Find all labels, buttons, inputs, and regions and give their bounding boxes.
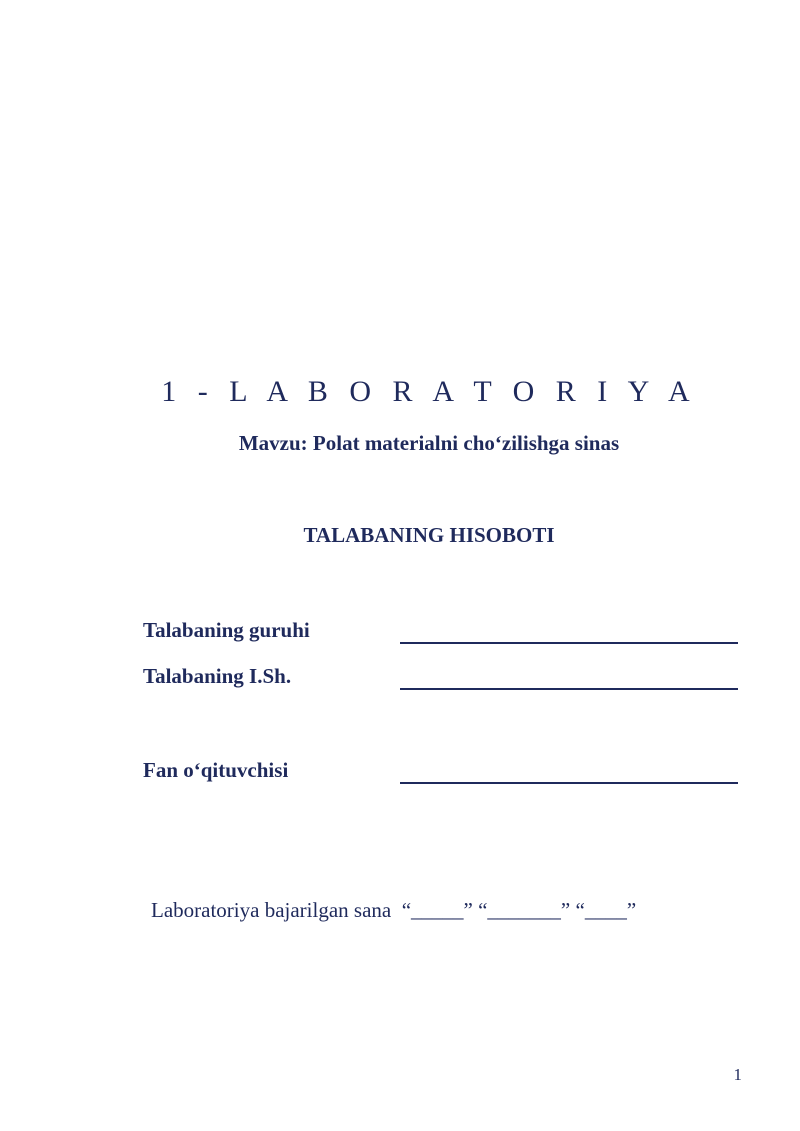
student-group-label: Talabaning guruhi (143, 618, 310, 642)
teacher-blank-line (400, 782, 738, 784)
topic-subtitle: Mavzu: Polat materialni cho‘zilishga sinas (238, 431, 620, 455)
student-group-blank-line (400, 642, 738, 644)
student-name-label: Talabaning I.Sh. (143, 664, 292, 688)
page-number: 1 (733, 1065, 742, 1084)
student-name-field (143, 664, 743, 694)
teacher-label: Fan o‘qituvchisi (143, 758, 289, 782)
completion-date-line: Laboratoriya bajarilgan sana “_____” “_______” “____” (151, 898, 637, 922)
student-group-field (143, 618, 743, 648)
lab-title: 1 - L A B O R A T O R I Y A (161, 375, 697, 408)
teacher-field (143, 758, 743, 788)
report-heading: TALABANING HISOBOTI (303, 523, 555, 547)
student-name-blank-line (400, 688, 738, 690)
